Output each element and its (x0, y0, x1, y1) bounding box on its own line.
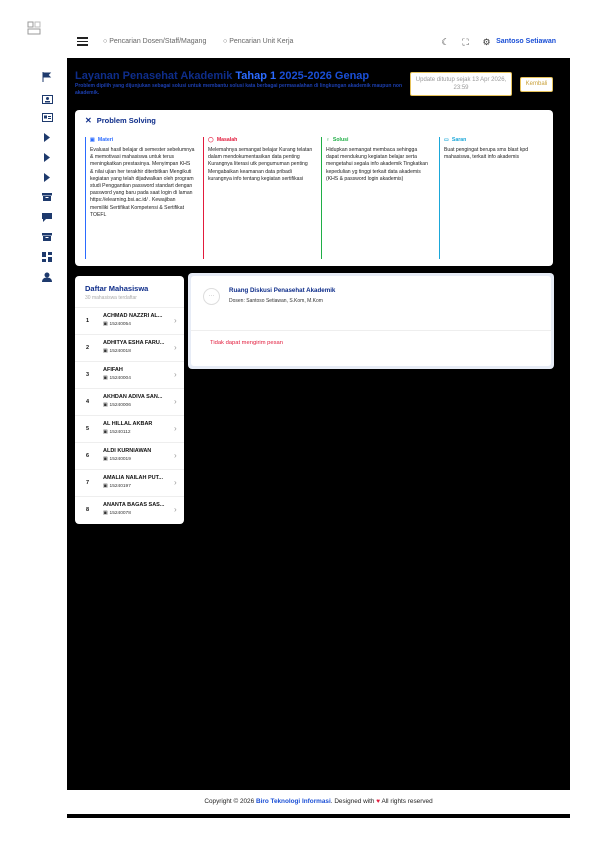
sidebar (0, 56, 67, 842)
id-badge-icon: ▣ (103, 403, 108, 408)
user-icon[interactable] (41, 272, 53, 282)
footer-org-link[interactable]: Biro Teknologi Informasi (255, 798, 331, 805)
student-row[interactable] (75, 388, 184, 415)
student-name: AKHDAN ADIVA SAN... (103, 394, 163, 400)
discussion-title: Ruang Diskusi Penasehat Akademik (229, 287, 336, 294)
contact-card-icon[interactable] (41, 94, 53, 104)
student-row[interactable] (75, 307, 184, 334)
discussion-lecturer: Dosen: Santoso Setiawan, S.Kom, M.Kom (229, 298, 323, 304)
student-number: 3 (86, 372, 90, 378)
id-badge-icon: ▣ (103, 430, 108, 435)
student-name: ANANTA BAGAS SAS... (103, 502, 165, 508)
student-row[interactable] (75, 361, 184, 388)
play-icon[interactable] (41, 152, 53, 162)
student-list-title: Daftar Mahasiswa (85, 284, 149, 293)
send-error-message: Tidak dapat mengirim pesan (210, 340, 283, 346)
chevron-right-icon: › (174, 451, 177, 460)
student-id: 15240054 (109, 322, 131, 327)
solusi-column (321, 137, 431, 259)
chevron-right-icon: › (174, 505, 177, 514)
masalah-column (203, 137, 313, 259)
title-prefix: Layanan Penasehat Akademik (75, 70, 233, 82)
student-id: 15240197 (109, 484, 131, 489)
gear-icon[interactable]: ⚙ (482, 37, 491, 47)
student-id: 15240004 (109, 376, 131, 381)
student-name: ALDI KURNIAWAN (103, 448, 152, 454)
play-icon[interactable] (41, 132, 53, 142)
problem-solving-header (85, 116, 156, 125)
id-badge-icon: ▣ (103, 376, 108, 381)
student-number: 2 (86, 345, 90, 351)
chevron-right-icon: › (174, 316, 177, 325)
page-subtitle: Problem dipilih yang dijunjukan sebagai solusi untuk membantu solusi kata berbagai permasalahan di lingkungan akademik maupun non akademik. (75, 83, 403, 96)
solusi-body: Hidupkan semangat membaca sehingga dapat mendukung kegiatan belajar serta mengetahui segala info akademik Tingkatkan kepedulian yg tinggi terkait data akademis (KHS & password login akademis) (326, 147, 428, 182)
search-dosen-label: Pencarian Dosen/Staff/Magang (109, 38, 207, 45)
discussion-panel (188, 273, 554, 369)
student-number: 7 (86, 480, 90, 486)
search-icon: ○ (103, 38, 110, 45)
play-icon[interactable] (41, 172, 53, 182)
student-name: AMALIA NAILAH PUT... (103, 475, 163, 481)
footer-rights: All rights reserved (381, 798, 433, 805)
materi-title: Materi (97, 137, 114, 143)
search-unit-link[interactable] (223, 38, 293, 45)
archive-icon[interactable] (41, 232, 53, 242)
id-badge-icon: ▣ (103, 322, 108, 327)
search-icon: ○ (223, 38, 230, 45)
lightbulb-icon: ♀ (326, 137, 330, 143)
chat-bubble-icon: ··· (203, 288, 220, 305)
masalah-title: Masalah (216, 137, 238, 143)
student-id: 15240078 (109, 511, 131, 516)
student-number: 8 (86, 507, 90, 513)
chevron-right-icon: › (174, 424, 177, 433)
student-id: 15240112 (109, 430, 131, 435)
student-name: ACHMAD NAZZRI AL... (103, 313, 163, 319)
materi-column (85, 137, 195, 259)
heart-icon: ♥ (376, 798, 381, 805)
student-row[interactable] (75, 469, 184, 496)
solusi-title: Solusi (332, 137, 349, 143)
warning-icon: ◯ (208, 137, 214, 143)
masalah-body: Melemahnya semangat belajar Kurang telatan dalam mendokumentasikan data penting Kurangnya literasi utk pengumuman penting Mengabaikan keamanan data pribadi kurangnya info tentang kegiatan sertifikasi (208, 147, 313, 182)
student-id: 15240006 (109, 403, 131, 408)
dark-mode-moon-icon[interactable]: ☾ (441, 37, 450, 47)
footer-copyright: Copyright © 2026 (204, 798, 255, 805)
student-name: AL HILLAL AKBAR (103, 421, 153, 427)
problem-solving-card (75, 110, 553, 266)
back-button[interactable]: Kembali (520, 77, 553, 92)
student-row[interactable] (75, 334, 184, 361)
comment-icon[interactable] (41, 212, 53, 222)
id-badge-icon: ▣ (103, 511, 108, 516)
student-count: 30 mahasiswa terdaftar (85, 295, 137, 301)
chevron-right-icon: › (174, 478, 177, 487)
student-number: 4 (86, 399, 90, 405)
student-number: 6 (86, 453, 90, 459)
student-id: 15240019 (109, 457, 131, 462)
student-number: 5 (86, 426, 90, 432)
divider (191, 330, 551, 331)
student-number: 1 (86, 318, 90, 324)
student-id: 15240018 (109, 349, 131, 354)
chat-icon: ▭ (444, 137, 449, 143)
book-icon: ▣ (90, 137, 95, 143)
discussion-card (191, 276, 551, 366)
student-row[interactable] (75, 442, 184, 469)
logo-icon (27, 21, 41, 35)
title-period: 2025-2026 Genap (279, 70, 370, 82)
id-badge-icon: ▣ (103, 457, 108, 462)
id-card-icon[interactable] (41, 112, 53, 122)
chevron-right-icon: › (174, 397, 177, 406)
student-name: ADHITYA ESHA FARU... (103, 340, 165, 346)
topbar (67, 28, 570, 58)
dashboard-icon[interactable] (41, 252, 53, 262)
title-phase: Tahap 1 (235, 70, 277, 82)
app-logo[interactable] (0, 0, 67, 56)
footer (67, 790, 570, 814)
search-unit-label: Pencarian Unit Kerja (229, 38, 294, 45)
main-content (67, 58, 570, 818)
saran-column (439, 137, 549, 259)
update-closed-notice: Update ditutup sejak 13 Apr 2026, 23:59 (410, 72, 512, 96)
student-name: AFIFAH (103, 367, 123, 373)
hamburger-menu-icon[interactable] (77, 37, 88, 47)
problem-solving-title: Problem Solving (96, 116, 156, 125)
chevron-right-icon: › (174, 343, 177, 352)
user-name[interactable]: Santoso Setiawan (496, 38, 556, 45)
tools-icon: ✕ (85, 116, 92, 125)
student-row[interactable] (75, 415, 184, 442)
fullscreen-icon[interactable]: ⛶ (462, 37, 469, 47)
search-dosen-link[interactable] (103, 38, 206, 45)
archive-icon[interactable] (41, 192, 53, 202)
footer-designed: . Designed with (330, 798, 375, 805)
saran-title: Saran (451, 137, 467, 143)
student-list (75, 276, 184, 524)
flag-icon[interactable] (41, 72, 53, 82)
materi-body: Evaluasi hasil belajar di semester sebelumnya & memotivasi mahasiswa untuk terus meningkatkan prestasinya. Menyimpan KHS & nilai ujian her terakhir diterbitkan Mengikuti kegiatan yang telah dijadwalkan oleh program studi Penggantian password standart dengan password yang baru pada saat login di laman https://elearning.bsi.ac.id/ . Kewajiban memiliki Sertifikat Kompetensi & Sertifikat TOEFL (90, 147, 195, 218)
id-badge-icon: ▣ (103, 484, 108, 489)
student-row[interactable] (75, 496, 184, 523)
id-badge-icon: ▣ (103, 349, 108, 354)
page-title (75, 70, 369, 82)
chevron-right-icon: › (174, 370, 177, 379)
saran-body: Buat pengingat berupa sms blast kpd mahasiswa, terkait info akademis (444, 147, 529, 161)
